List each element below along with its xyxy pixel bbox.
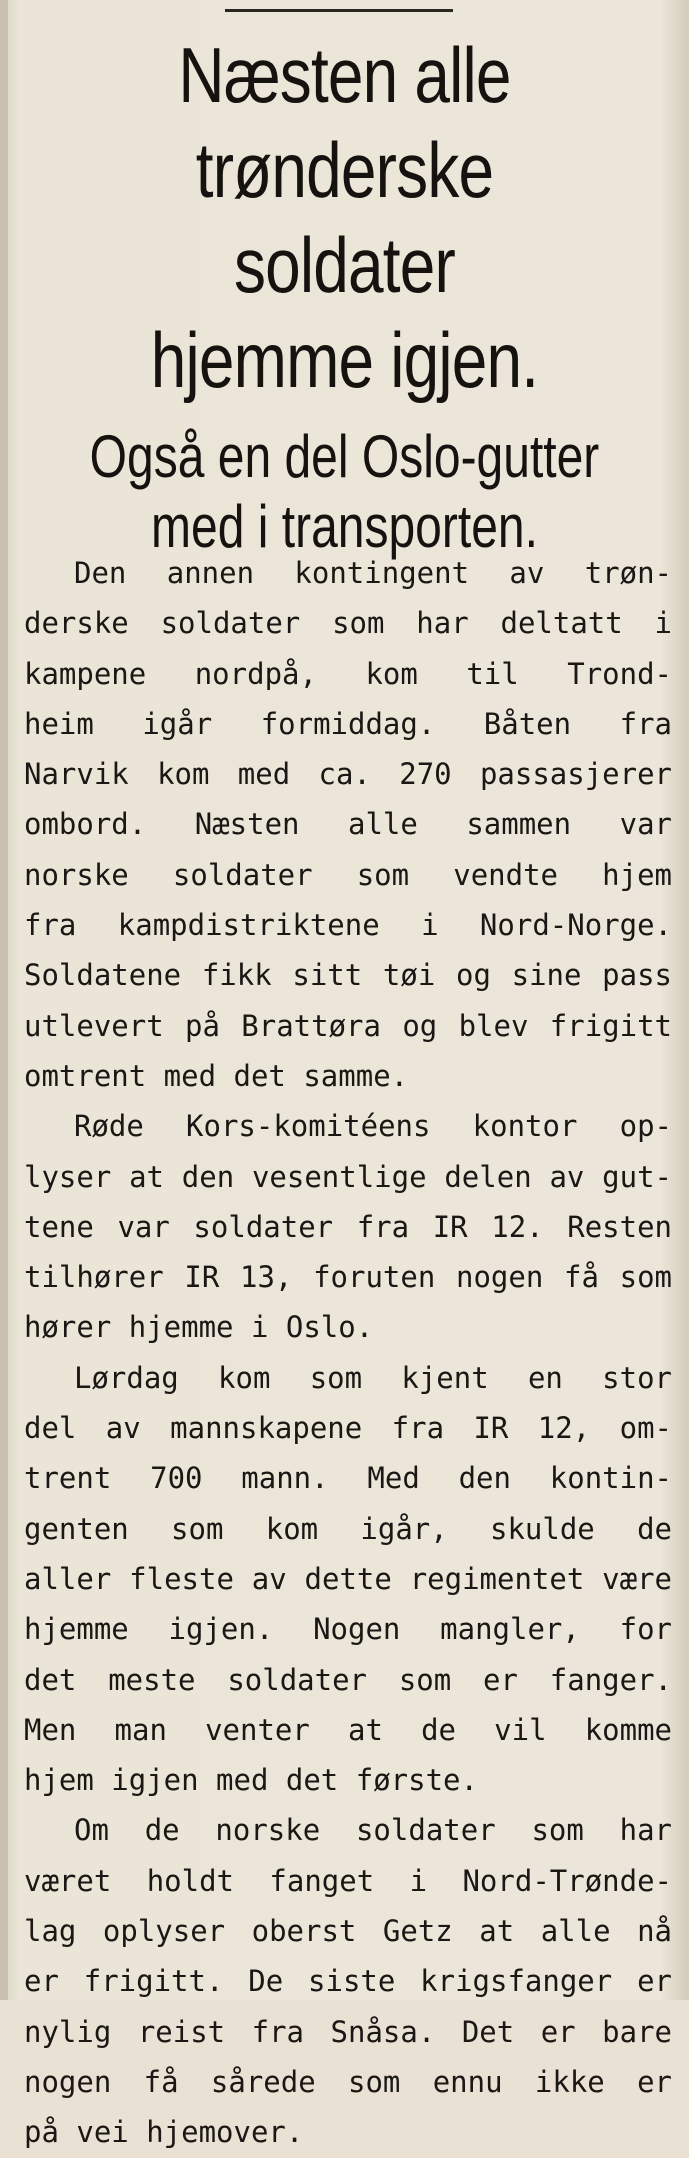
article-paragraph [24,548,672,1101]
headline [78,28,610,408]
headline-line: Næsten alle [178,31,511,119]
text-line: norske soldater som vendte hjem [24,857,672,892]
text-line: fra kampdistriktene i Nord-Norge. [24,908,672,943]
text-line: er frigitt. De siste krigsfanger er [24,1964,672,1999]
text-line: nogen få sårede som ennu ikke er [24,2064,672,2099]
subheadline-line: Også en del Oslo-gutter [89,423,600,490]
text-line: ombord. Næsten alle sammen var [24,807,672,842]
text-line: hjem igjen med det første. [24,1763,478,1798]
text-line: derske soldater som har deltatt i [24,606,672,641]
article-paragraph [24,1353,672,1806]
text-line: hører hjemme i Oslo. [24,1310,374,1345]
text-line: lyser at den vesentlige delen av gut- [24,1159,672,1194]
subheadline-line: med i transporten. [151,493,538,560]
text-line: Om de norske soldater som har [74,1813,672,1848]
text-line: været holdt fanget i Nord-Trønde- [24,1863,672,1898]
text-line: utlevert på Brattøra og blev frigitt [24,1008,672,1043]
headline-line: trønderske soldater [195,126,494,309]
headline-line: hjemme igjen. [150,316,539,404]
article-paragraph [24,1805,672,2157]
text-line: nylig reist fra Snåsa. Det er bare [24,2014,672,2049]
headline-block [20,28,669,562]
article-paragraph [24,1101,672,1352]
text-line: genten som kom igår, skulde de [24,1511,672,1546]
text-line: trent 700 mann. Med den kontin- [24,1461,672,1496]
clipping-edge [0,0,8,2000]
text-line: Lørdag kom som kjent en stor [74,1360,672,1395]
text-line: del av mannskapene fra IR 12, om- [24,1411,672,1446]
top-rule [225,9,453,12]
text-line: tene var soldater fra IR 12. Resten [24,1209,672,1244]
text-line: det meste soldater som er fanger. [24,1662,672,1697]
text-line: aller fleste av dette regimentet være [24,1561,672,1596]
text-line: omtrent med det samme. [24,1058,409,1093]
text-line: Soldatene fikk sitt tøi og sine pass [24,958,672,993]
article-body [24,548,672,2158]
text-line: Men man venter at de vil komme [24,1712,672,1747]
text-line: Den annen kontingent av trøn- [74,556,672,590]
text-line: heim igår formiddag. Båten fra [24,706,672,741]
text-line: tilhører IR 13, foruten nogen få som [24,1260,672,1295]
text-line: på vei hjemover. [24,2115,304,2150]
subheadline [85,422,604,562]
text-line: lag oplyser oberst Getz at alle nå [24,1914,672,1949]
text-line: Narvik kom med ca. 270 passasjerer [24,757,672,792]
text-line: kampene nordpå, kom til Trond- [24,656,672,691]
text-line: hjemme igjen. Nogen mangler, for [24,1612,672,1647]
text-line: Røde Kors-komitéens kontor op- [74,1109,672,1144]
